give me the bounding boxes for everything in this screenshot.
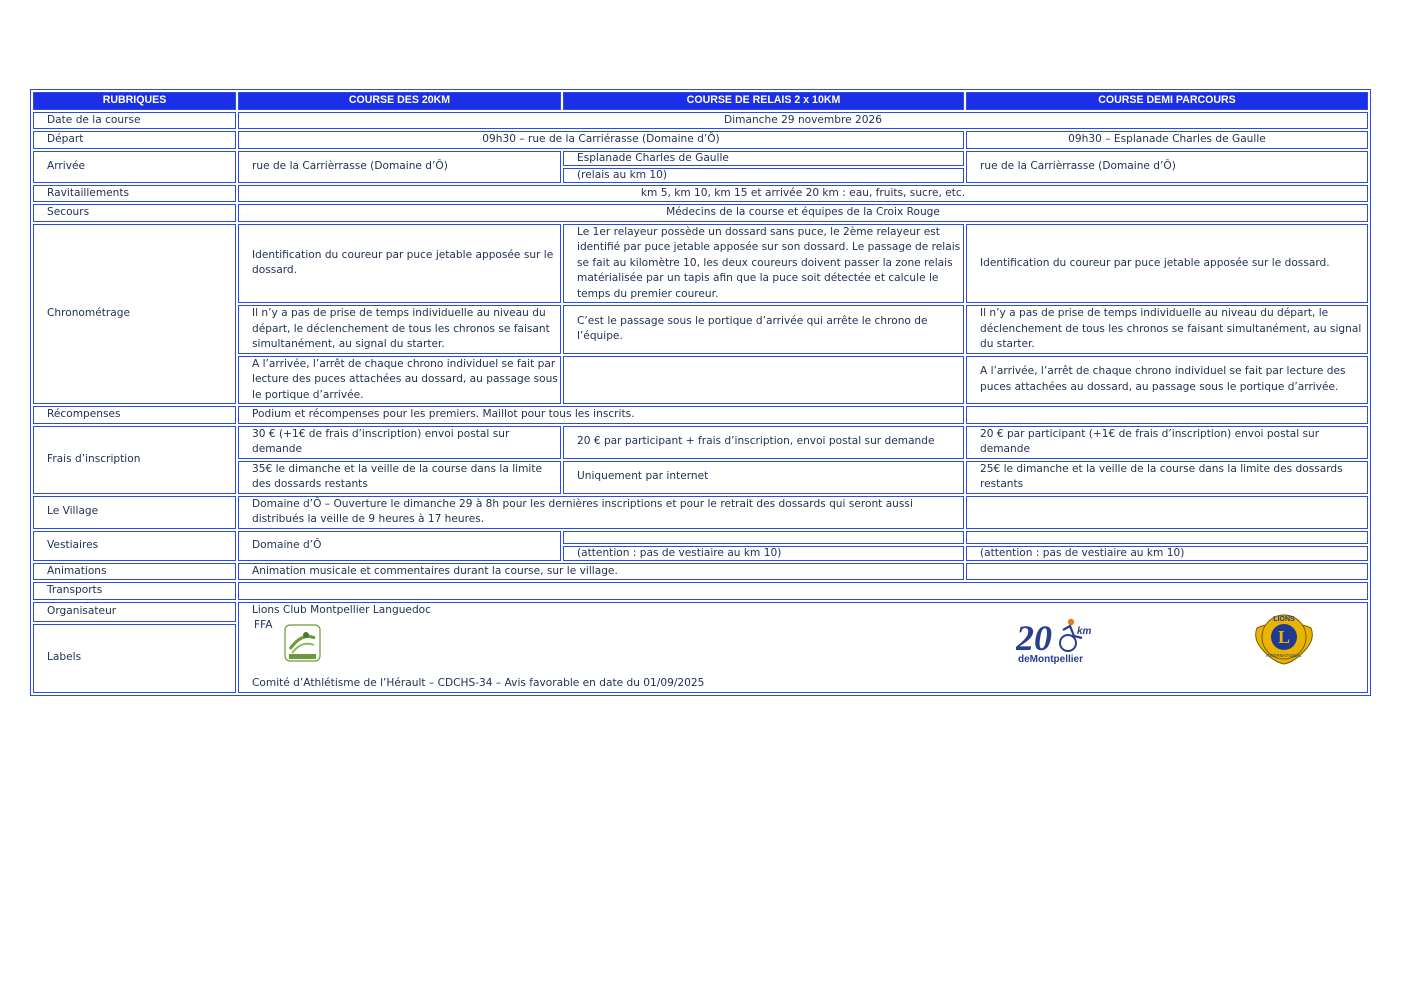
chrono-20-identification: Identification du coureur par puce jetable apposée sur le dossard. (238, 224, 561, 304)
chrono-20-arrivee: A l’arrivée, l’arrêt de chaque chrono individuel se fait par lecture des puces attachées au dossard, au passage sous le portique d’arrivée. (238, 356, 561, 405)
row-label-organisateur: Organisateur (33, 602, 236, 622)
row-arrivee (33, 151, 1368, 166)
frais-demi-postal: 20 € par participant (+1€ de frais d’inscription) envoi postal sur demande (966, 426, 1368, 459)
row-label-ravitaillements: Ravitaillements (33, 185, 236, 203)
ffa-label (254, 618, 1367, 662)
arrivee-demi: rue de la Carrièrrasse (Domaine d’Ô) (966, 151, 1368, 183)
race-info-table (30, 89, 1371, 696)
row-label-arrivee: Arrivée (33, 151, 236, 183)
row-label-frais: Frais d’inscription (33, 426, 236, 494)
chrono-demi-depart: Il n’y a pas de prise de temps individuelle au niveau du départ, le déclenchement de tous les chronos se faisant simultanément, au signal du starter. (966, 305, 1368, 354)
row-recompenses (33, 406, 1368, 424)
frais-relais-internet: Uniquement par internet (563, 461, 964, 494)
logo-lions-sub: INTERNATIONAL (1266, 653, 1302, 658)
village-demi-empty (966, 496, 1368, 529)
chrono-relais-identification: Le 1er relayeur possède un dossard sans puce, le 2ème relayeur est identifié par puce jetable apposée sur son dossard. Le passage de relais se fait au kilomètre 10, les deux coureurs doivent passer la zone relais matérialisée par un tapis afin que la puce soit détectée et calcule le temps du premier coureur. (563, 224, 964, 304)
organisateur-labels-cell (238, 602, 1368, 693)
row-ravitaillements (33, 185, 1368, 203)
row-depart (33, 131, 1368, 149)
row-label-depart: Départ (33, 131, 236, 149)
vestiaires-demi-note: (attention : pas de vestiaire au km 10) (966, 546, 1368, 561)
row-label-date: Date de la course (33, 112, 236, 130)
arrivee-relais-line1: Esplanade Charles de Gaulle (563, 151, 964, 166)
lions-international-logo (1251, 608, 1317, 666)
ffa-logo (284, 624, 321, 662)
chrono-demi-identification: Identification du coureur par puce jetable apposée sur le dossard. (966, 224, 1368, 304)
header-20km: COURSE DES 20KM (238, 92, 561, 110)
row-date (33, 112, 1368, 130)
row-label-chrono: Chronométrage (33, 224, 236, 405)
row-label-animations: Animations (33, 563, 236, 581)
row-label-vestiaires: Vestiaires (33, 531, 236, 561)
logos-area (252, 618, 1367, 676)
vestiaires-demi-empty (966, 531, 1368, 544)
row-label-labels: Labels (33, 624, 236, 693)
secours-value: Médecins de la course et équipes de la Croix Rouge (238, 204, 1368, 222)
transports-empty (238, 582, 1368, 600)
arrivee-20: rue de la Carrièrrasse (Domaine d’Ô) (238, 151, 561, 183)
chrono-demi-arrivee: A l’arrivée, l’arrêt de chaque chrono individuel se fait par lecture des puces attachées au dossard, au passage sous le portique d’arrivée. (966, 356, 1368, 405)
chrono-20-depart: Il n’y a pas de prise de temps individuelle au niveau du départ, le déclenchement de tous les chronos se faisant simultanément, au signal du starter. (238, 305, 561, 354)
row-label-secours: Secours (33, 204, 236, 222)
vestiaires-20: Domaine d’Ô (238, 531, 561, 561)
row-organisateur (33, 602, 1368, 622)
20km-montpellier-logo (1016, 612, 1096, 664)
row-village (33, 496, 1368, 529)
logo-lions-letter: L (1277, 627, 1291, 647)
header-relais: COURSE DE RELAIS 2 x 10KM (563, 92, 964, 110)
logo-20km-city: deMontpellier (1018, 654, 1084, 664)
ffa-text: FFA (254, 619, 273, 631)
recompenses-value: Podium et récompenses pour les premiers. Maillot pour tous les inscrits. (238, 406, 964, 424)
frais-demi-surplace: 25€ le dimanche et la veille de la course dans la limite des dossards restants (966, 461, 1368, 494)
depart-demi: 09h30 – Esplanade Charles de Gaulle (966, 131, 1368, 149)
labels-cdchs: Comité d’Athlétisme de l’Hérault – CDCHS-34 – Avis favorable en date du 01/09/2025 (252, 677, 705, 689)
header-row (33, 92, 1368, 110)
chrono-relais-portique: C’est le passage sous le portique d’arrivée qui arrête le chrono de l’équipe. (563, 305, 964, 354)
row-animations (33, 563, 1368, 581)
header-rubriques: RUBRIQUES (33, 92, 236, 110)
animations-value: Animation musicale et commentaires durant la course, sur le village. (238, 563, 964, 581)
frais-20-postal: 30 € (+1€ de frais d’inscription) envoi postal sur demande (238, 426, 561, 459)
row-label-village: Le Village (33, 496, 236, 529)
row-frais-1 (33, 426, 1368, 459)
frais-relais-postal: 20 € par participant + frais d’inscription, envoi postal sur demande (563, 426, 964, 459)
depart-20-relais: 09h30 – rue de la Carriérasse (Domaine d’Ô) (238, 131, 964, 149)
arrivee-relais-line2: (relais au km 10) (563, 168, 964, 183)
logo-lions-word: LIONS (1273, 616, 1295, 623)
row-label-transports: Transports (33, 582, 236, 600)
chrono-relais-empty (563, 356, 964, 405)
logo-20km-unit: km (1077, 626, 1092, 637)
organisateur-value: Lions Club Montpellier Languedoc (252, 603, 431, 616)
header-demi: COURSE DEMI PARCOURS (966, 92, 1368, 110)
row-vestiaires-1 (33, 531, 1368, 544)
date-value: Dimanche 29 novembre 2026 (238, 112, 1368, 130)
logo-20km-number: 20 (1016, 618, 1052, 658)
row-secours (33, 204, 1368, 222)
ravitaillements-value: km 5, km 10, km 15 et arrivée 20 km : eau, fruits, sucre, etc. (238, 185, 1368, 203)
animations-demi-empty (966, 563, 1368, 581)
vestiaires-relais-empty (563, 531, 964, 544)
row-chrono-1 (33, 224, 1368, 304)
row-transports (33, 582, 1368, 600)
recompenses-demi-empty (966, 406, 1368, 424)
vestiaires-relais-note: (attention : pas de vestiaire au km 10) (563, 546, 964, 561)
row-label-recompenses: Récompenses (33, 406, 236, 424)
village-value: Domaine d’Ô – Ouverture le dimanche 29 à 8h pour les dernières inscriptions et pour le retrait des dossards qui seront aussi distribués la veille de 9 heures à 17 heures. (238, 496, 964, 529)
frais-20-surplace: 35€ le dimanche et la veille de la course dans la limite des dossards restants (238, 461, 561, 494)
